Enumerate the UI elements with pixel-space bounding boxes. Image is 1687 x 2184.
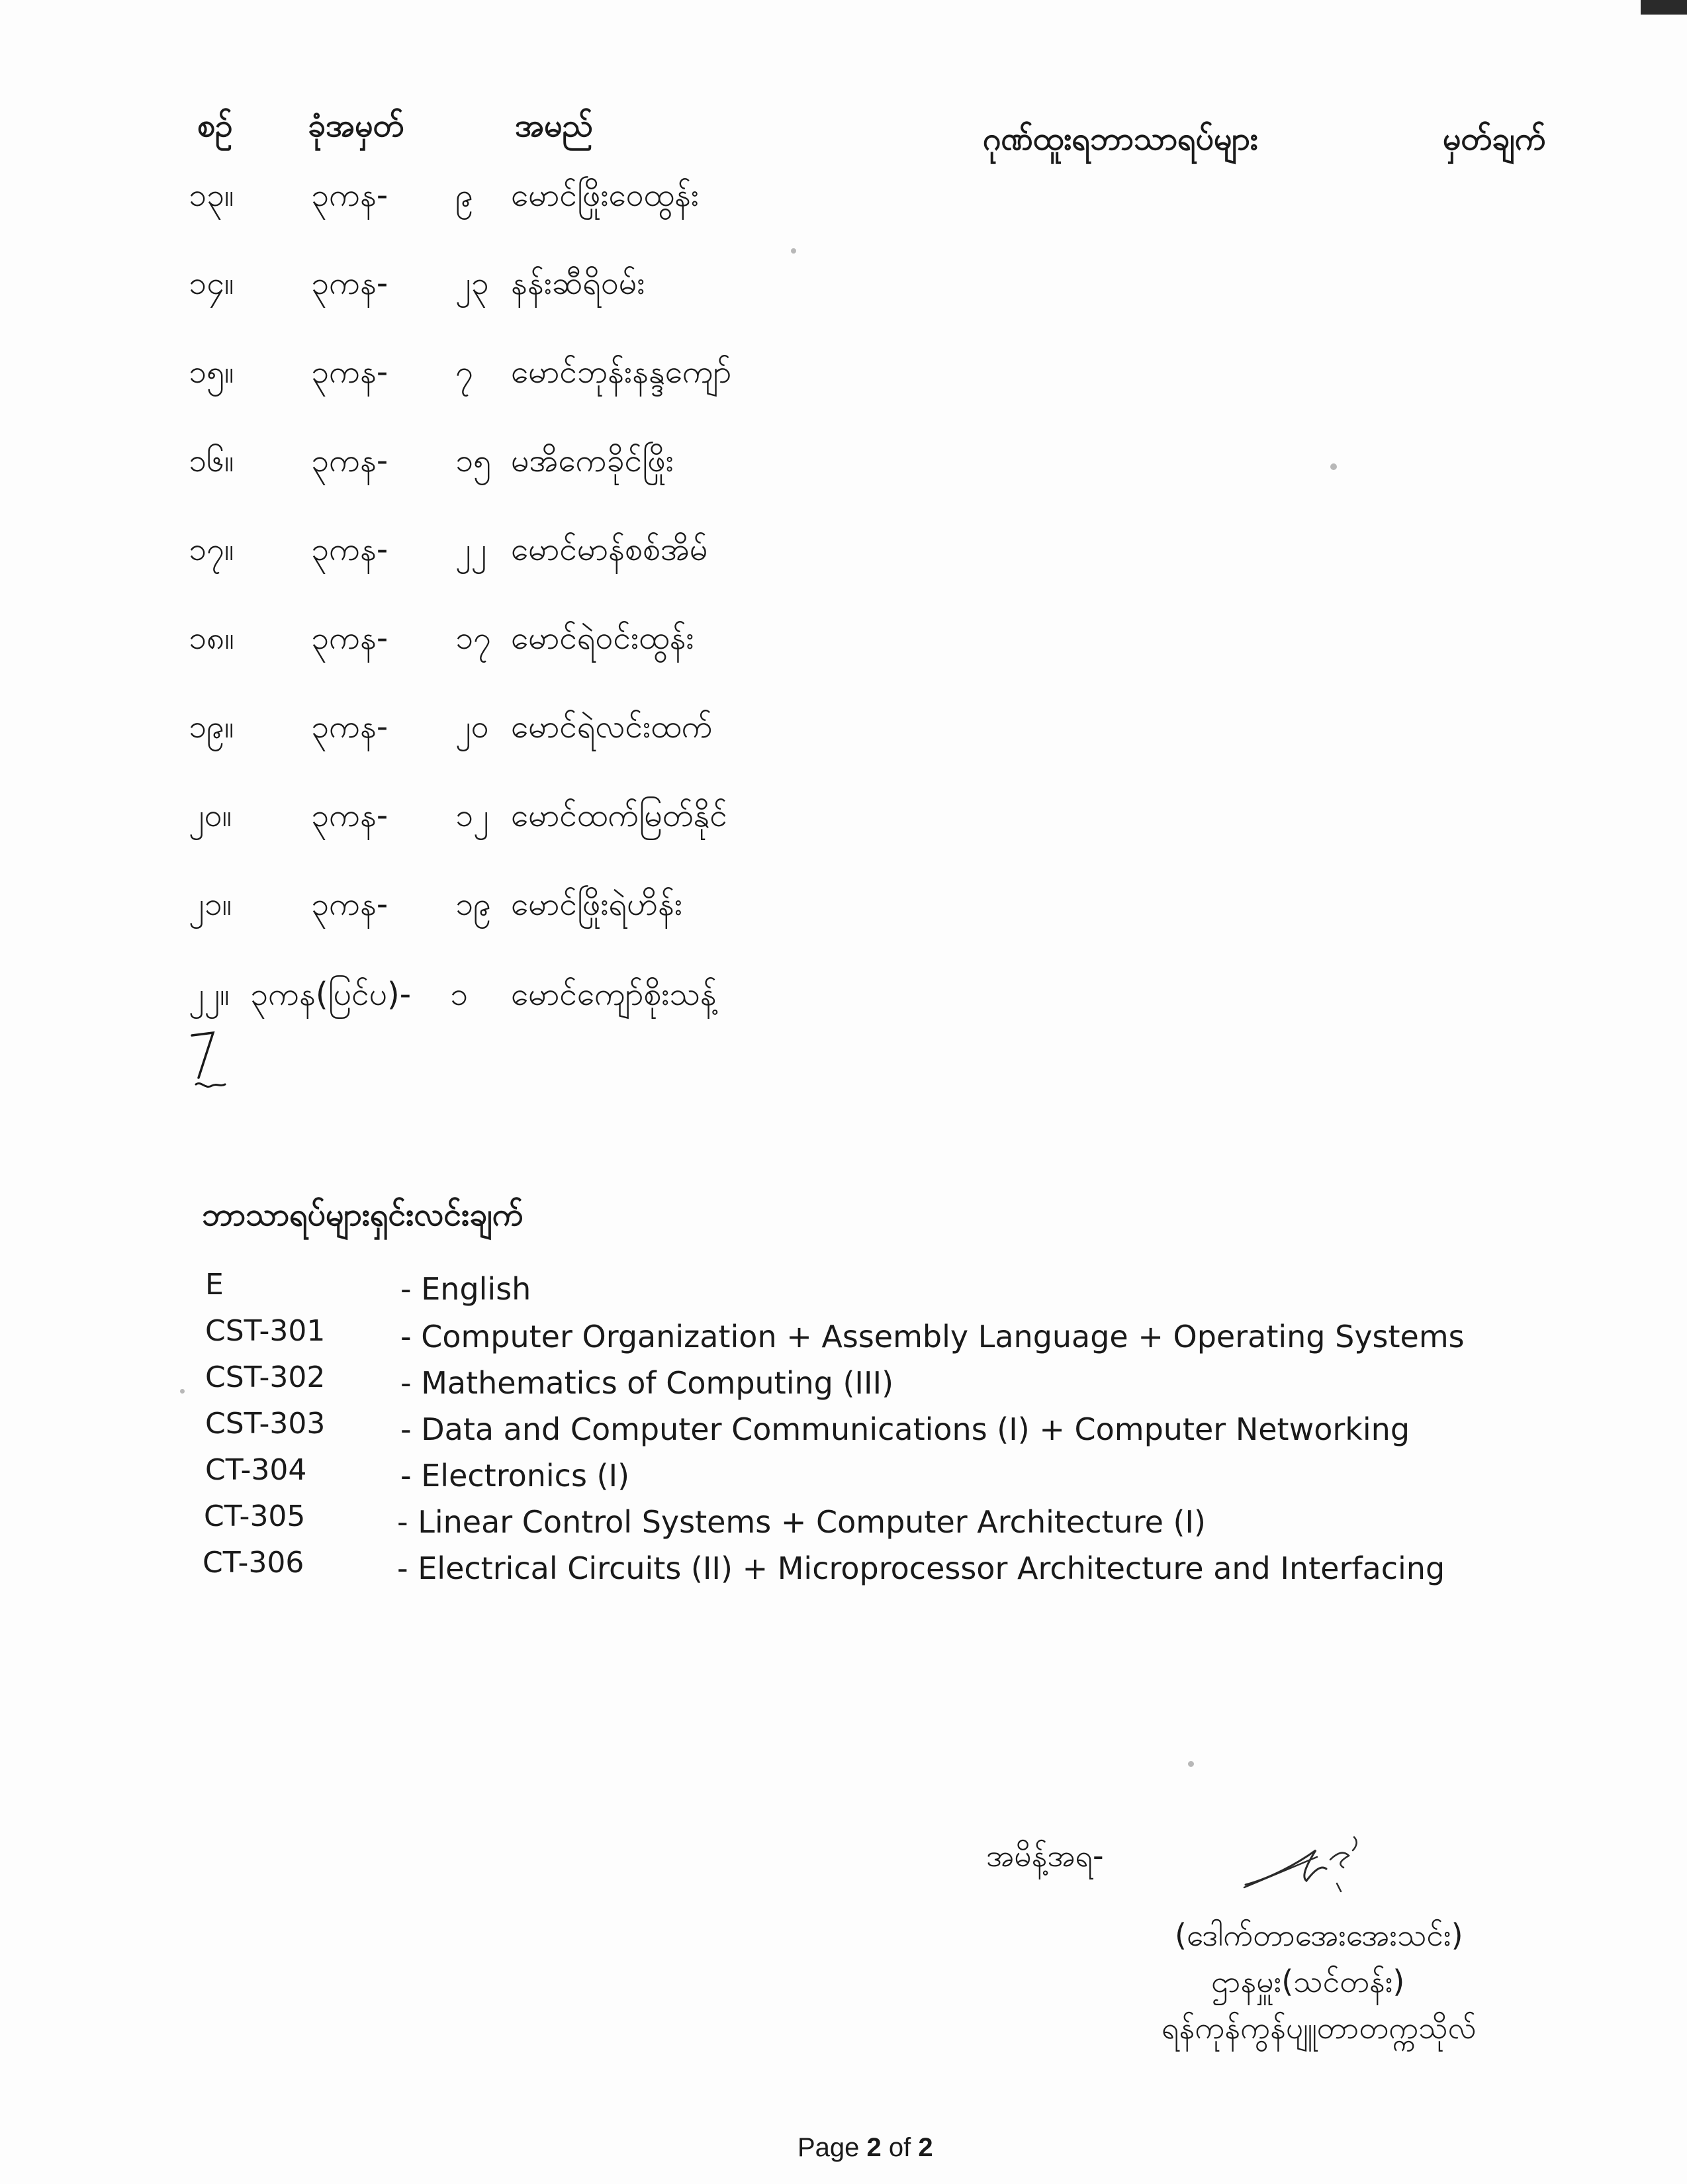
subject-description: - Electrical Circuits (II) + Microprocessor Architecture and Interfacing <box>397 1550 1445 1586</box>
subject-code: CT-304 <box>205 1453 307 1487</box>
row-roll-number: ၂၃ <box>455 265 489 302</box>
subject-code: CT-306 <box>203 1546 304 1580</box>
row-roll-prefix: ၃ကန- <box>311 177 388 214</box>
by-order-label: အမိန့်အရ- <box>986 1838 1104 1874</box>
row-student-name: မောင်ဘုန်းနန္ဒကျော် <box>511 354 732 391</box>
handwritten-signature <box>1238 1830 1383 1906</box>
row-student-name: မောင်ဖြိုးရဲဟိန်း <box>511 886 683 923</box>
row-serial: ၁၈။ <box>189 620 234 657</box>
row-serial: ၁၉။ <box>189 708 234 745</box>
scan-edge-mark <box>1641 0 1687 15</box>
subject-description: - Electronics (I) <box>400 1458 630 1494</box>
subject-code: CST-302 <box>205 1360 326 1394</box>
row-serial: ၂၁။ <box>189 886 232 923</box>
row-student-name: နန်းဆီရိဝမ်း <box>511 265 645 302</box>
row-serial: ၁၄။ <box>189 265 234 302</box>
signatory-institution: ရန်ကုန်ကွန်ပျူတာတက္ကသိုလ် <box>1162 2010 1477 2046</box>
subject-code: E <box>205 1268 224 1302</box>
row-student-name: မောင်ထက်မြတ်နိုင် <box>511 797 727 834</box>
row-student-name: မအိကေခိုင်ဖြိုး <box>511 442 674 479</box>
scan-speck <box>791 248 796 254</box>
page-of-label: of <box>881 2133 919 2162</box>
subject-description: - Linear Control Systems + Computer Architecture (I) <box>397 1504 1206 1540</box>
row-roll-prefix: ၃ကန(ပြင်ပ)- <box>250 976 412 1013</box>
row-roll-number: ၁၅ <box>455 442 491 479</box>
row-roll-number: ၁၉ <box>455 886 491 923</box>
row-roll-number: ၁၂ <box>455 797 489 834</box>
scan-speck <box>180 1389 185 1394</box>
scan-speck <box>1188 1761 1194 1767</box>
current-page: 2 <box>866 2133 882 2162</box>
subjects-legend-title: ဘာသာရပ်များရှင်းလင်းချက် <box>202 1196 524 1233</box>
row-roll-number: ၁၇ <box>455 620 491 657</box>
row-serial: ၁၇။ <box>189 531 234 568</box>
column-header-serial: စဉ် <box>197 107 233 144</box>
column-header-roll-number: ခုံအမှတ် <box>308 107 404 144</box>
subject-code: CST-301 <box>205 1314 326 1348</box>
column-header-name: အမည် <box>515 107 593 144</box>
row-student-name: မောင်ရဲလင်းထက် <box>511 708 713 745</box>
subject-code: CST-303 <box>205 1407 326 1441</box>
handwritten-count-mark <box>185 1026 232 1102</box>
row-student-name: မောင်ဖြိုးဝေထွန်း <box>511 177 699 214</box>
page-number <box>798 2133 933 2163</box>
row-roll-number: ၁ <box>450 976 468 1013</box>
row-roll-number: ၂၂ <box>455 531 487 568</box>
row-roll-prefix: ၃ကန- <box>311 265 388 302</box>
row-roll-number: ၂၀ <box>455 708 489 745</box>
row-student-name: မောင်မာန်စစ်အိမ် <box>511 531 708 568</box>
subject-description: - Mathematics of Computing (III) <box>400 1365 894 1401</box>
row-serial: ၁၃။ <box>189 177 234 214</box>
row-student-name: မောင်ကျော်စိုးသန့် <box>511 976 717 1013</box>
row-roll-number: ၉ <box>455 177 473 214</box>
scan-speck <box>1330 463 1337 470</box>
signatory-title: ဌာနမှူး(သင်တန်း) <box>1211 1964 1405 1999</box>
row-serial: ၂၀။ <box>189 797 232 834</box>
column-header-remarks: မှတ်ချက် <box>1443 120 1546 158</box>
row-roll-prefix: ၃ကန- <box>311 442 388 479</box>
row-serial: ၁၆။ <box>189 442 234 479</box>
row-roll-prefix: ၃ကန- <box>311 620 388 657</box>
row-roll-number: ၇ <box>455 354 473 391</box>
row-serial: ၁၅။ <box>189 354 234 391</box>
subject-code: CT-305 <box>204 1499 306 1533</box>
subject-description: - Data and Computer Communications (I) + Computer Networking <box>400 1411 1410 1447</box>
row-roll-prefix: ၃ကန- <box>311 797 388 834</box>
row-roll-prefix: ၃ကန- <box>311 354 388 391</box>
page-label: Page <box>798 2133 867 2162</box>
total-pages: 2 <box>918 2133 933 2162</box>
row-roll-prefix: ၃ကန- <box>311 886 388 923</box>
column-header-distinction-subjects: ဂုဏ်ထူးရဘာသာရပ်များ <box>983 120 1258 158</box>
row-student-name: မောင်ရဲဝင်းထွန်း <box>511 620 694 657</box>
signatory-name: (ဒေါက်တာအေးအေးသင်း) <box>1175 1917 1463 1953</box>
row-roll-prefix: ၃ကန- <box>311 708 388 745</box>
row-serial: ၂၂။ <box>189 976 230 1013</box>
subject-description: - English <box>400 1271 531 1307</box>
row-roll-prefix: ၃ကန- <box>311 531 388 568</box>
subject-description: - Computer Organization + Assembly Language + Operating Systems <box>400 1319 1465 1354</box>
